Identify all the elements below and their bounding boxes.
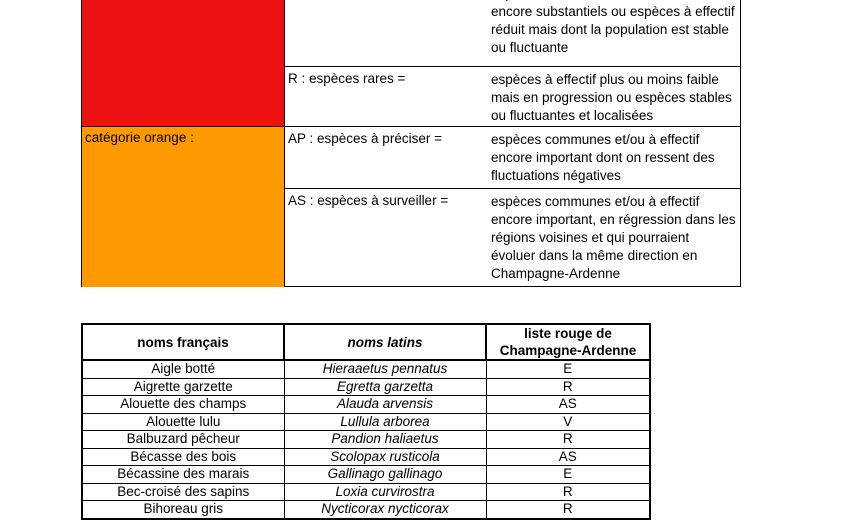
legend-code: R : espèces rares = xyxy=(288,71,406,86)
species-red-list-status: AS xyxy=(486,396,650,414)
table-row xyxy=(82,396,650,414)
species-red-list-status: V xyxy=(486,413,650,431)
species-french-name: Aigle botté xyxy=(82,360,284,378)
header-red-list: liste rouge de Champagne-Ardenne xyxy=(486,324,650,360)
species-table-header-row xyxy=(82,324,650,360)
species-red-list-status: E xyxy=(486,360,650,378)
species-latin-name: Alauda arvensis xyxy=(284,396,486,414)
table-row xyxy=(82,448,650,466)
legend-description: espèces communes et/ou à effectif encore important, en régression dans les régions voisines et qui pourraient évoluer dans la même direction en Champagne-Ardenne xyxy=(491,194,736,281)
species-latin-name: Hieraaetus pennatus xyxy=(284,360,486,378)
species-red-list-status: E xyxy=(486,466,650,484)
species-french-name: Bécasse des bois xyxy=(82,448,284,466)
species-french-name: Aigrette garzette xyxy=(82,378,284,396)
species-latin-name: Lullula arborea xyxy=(284,413,486,431)
species-french-name: Alouette des champs xyxy=(82,396,284,414)
legend-row-orange-1 xyxy=(285,127,741,189)
species-red-list-status: R xyxy=(486,483,650,501)
legend-code: AP : espèces à préciser = xyxy=(288,131,442,146)
red-category-cell xyxy=(82,0,285,127)
table-row xyxy=(82,483,650,501)
legend-row-orange-2 xyxy=(285,189,741,287)
species-red-list-status: R xyxy=(486,431,650,449)
table-row xyxy=(82,431,650,449)
species-red-list-status: R xyxy=(486,378,650,396)
species-latin-name: Scolopax rusticola xyxy=(284,448,486,466)
species-french-name: Alouette lulu xyxy=(82,413,284,431)
species-french-name: Balbuzard pêcheur xyxy=(82,431,284,449)
legend-description: espèces communes et/ou à effectif encore important dont on ressent des fluctuations négatives xyxy=(491,132,715,183)
species-french-name: Bécassine des marais xyxy=(82,466,284,484)
orange-category-cell xyxy=(82,127,285,287)
table-row xyxy=(82,360,650,378)
species-latin-name: Loxia curvirostra xyxy=(284,483,486,501)
table-row xyxy=(82,413,650,431)
legend-row-red-2 xyxy=(285,67,741,127)
legend-row-red-1 xyxy=(285,0,741,67)
legend-description: encore substantiels ou espèces à effectif réduit mais dont la population est stable ou fluctuante xyxy=(491,4,735,55)
table-row xyxy=(82,378,650,396)
category-legend-table xyxy=(81,0,741,287)
table-row xyxy=(82,501,650,519)
legend-code: AS : espèces à surveiller = xyxy=(288,193,449,208)
species-french-name: Bec-croisé des sapins xyxy=(82,483,284,501)
table-row xyxy=(82,466,650,484)
header-french-names: noms français xyxy=(82,324,284,360)
species-latin-name: Nycticorax nycticorax xyxy=(284,501,486,519)
orange-category-label: catégorie orange : xyxy=(85,130,194,145)
header-latin-names: noms latins xyxy=(284,324,486,360)
species-red-list-status: AS xyxy=(486,448,650,466)
species-red-list-status: R xyxy=(486,501,650,519)
species-french-name: Bihoreau gris xyxy=(82,501,284,519)
species-latin-name: Egretta garzetta xyxy=(284,378,486,396)
species-table xyxy=(81,323,651,520)
species-latin-name: Pandion haliaetus xyxy=(284,431,486,449)
legend-description: espèces à effectif plus ou moins faible mais en progression ou espèces stables ou fluctuantes et localisées xyxy=(491,72,732,123)
species-latin-name: Gallinago gallinago xyxy=(284,466,486,484)
